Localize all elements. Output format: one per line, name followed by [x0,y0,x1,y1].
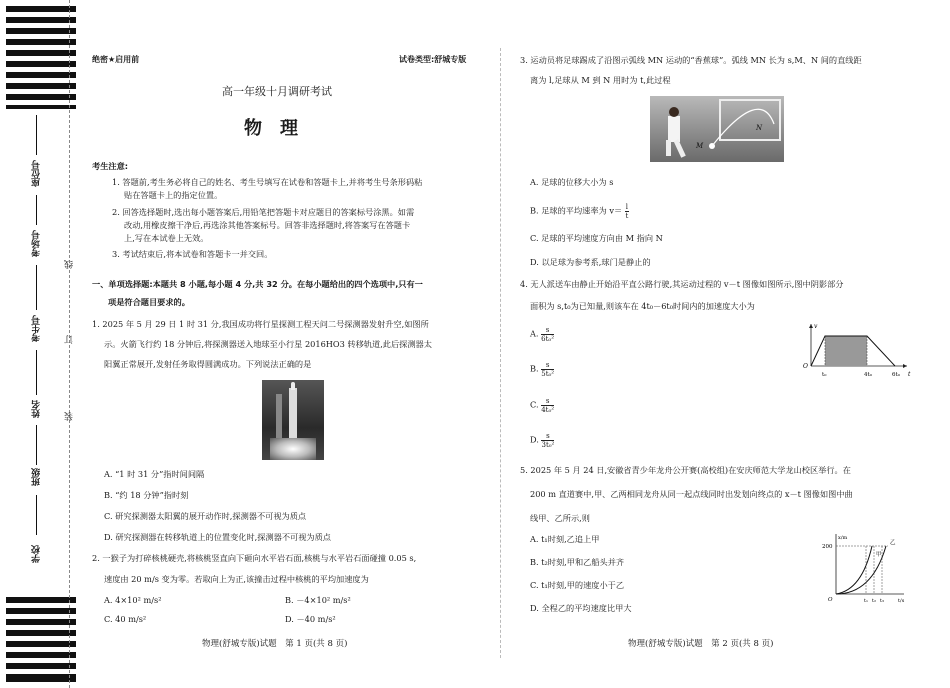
q5-option-d: D. 全程乙的平均速度比甲大 [530,603,632,613]
x-tick-label: t₂ [872,598,877,604]
q5-stem: 线甲、乙所示,则 [530,513,590,523]
x-tick-label: t₃ [880,598,885,604]
q2-stem: 2. 一猴子为打碎核桃硬壳,将核桃竖直向下砸向水平岩石面,核桃与水平岩石面碰撞 0.05 s, [92,553,417,563]
exam-no-label: 考生号 [32,315,42,342]
q3-fraction [625,203,629,220]
x-tick-label: t₀ [822,372,827,378]
frac-den: 6t₀² [541,335,555,343]
q1-stem: 阳翼正常展开,发射任务取得圆满成功。下列说法正确的是 [104,359,312,369]
x-axis-label: t/s [898,598,905,604]
x-tick-label: t₁ [864,598,869,604]
binding-stripes [0,0,78,688]
series-label-yi: 乙 [890,540,896,546]
football-photo [650,96,784,162]
q4-stem: 面积为 s,t₀为已知量,则该车在 4t₀－6t₀时间内的加速度大小为 [530,301,755,311]
y-axis-label: v [814,323,818,330]
section-heading: 一、单项选择题:本题共 8 小题,每小题 4 分,共 32 分。在每小题给出的四个选项中,只有一 [92,279,423,289]
q5-option-c: C. t₁时刻,甲的速度小于乙 [530,580,625,590]
notice-line: 改动,用橡皮擦干净后,再选涂其他答案标号。回答非选择题时,将答案写在答题卡 [124,220,411,230]
q2-option-b: B. －4×10² m/s² [285,595,351,605]
frac-den: 3t₀² [541,441,555,449]
q1-stem: 示。火箭飞行约 18 分钟后,将探测器送入地球至小行星 2016HO3 转移轨道,此后探测器太 [104,339,432,349]
series-label-jia: 甲 [876,552,882,558]
photo-label-n: N [756,124,763,132]
q1-option-b: B. “约 18 分钟”指时刻 [104,490,189,500]
exam-room-label: 考场号 [32,230,42,257]
q3-option-b [530,203,629,220]
q3-stem: 离为 l,足球从 M 到 N 用时为 t,此过程 [530,75,671,85]
q5-option-b: B. t₂时刻,甲和乙船头并齐 [530,557,625,567]
origin-label: O [828,597,833,603]
notice-line: 上,写在本试卷上无效。 [124,233,209,243]
x-tick-label: 4t₀ [864,372,872,378]
class-line [36,425,37,465]
class-label: 班级 [32,468,42,486]
footer-left: 物理(舒城专版)试题 第 1 页(共 8 页) [202,639,348,649]
notice-line: 贴在答题卡上的指定位置。 [124,190,223,200]
q4-option-b-frac [541,361,554,378]
frac-den: 5t₀² [541,370,555,378]
q3-option-b-text: B. 足球的平均速率为 v＝ [530,205,623,216]
y-tick-label: 200 [822,544,833,550]
q2-option-a: A. 4×10² m/s² [104,595,162,605]
q4-option-b-label: B. [530,363,539,374]
frac-num: s [541,432,554,441]
q4-option-a-frac [541,326,554,343]
notice-line: 1. 答题前,考生务必将自己的姓名、考生号填写在试卷和答题卡上,并将考生号条形码粘 [112,177,423,187]
q4-option-d [530,432,554,449]
q3-stem: 3. 运动员将足球踢成了沿图示弧线 MN 运动的“香蕉球”。弧线 MN 长为 s,M、N 间的直线距 [520,55,862,65]
y-axis-arrow [809,324,813,328]
frac-num: s [541,361,554,370]
name-line [36,350,37,395]
q1-option-d: D. 研究探测器在转移轨道上的位置变化时,探测器不可视为质点 [104,532,331,542]
notice-title: 考生注意: [92,161,129,171]
shaded-area [825,336,867,366]
section-heading-cont: 项是符合题目要求的。 [108,297,190,307]
bind-xian: 线 [65,260,75,269]
origin-label: O [803,363,808,370]
notice-line: 3. 考试结束后,将本试卷和答题卡一并交回。 [112,249,273,259]
q4-option-d-label: D. [530,434,539,445]
x-axis-arrow [903,364,907,368]
q4-option-a-label: A. [530,328,539,339]
q3-frac-num: l [625,203,628,211]
q4-option-a [530,326,554,343]
q4-option-b [530,361,554,378]
q5-stem: 5. 2025 年 5 月 24 日,安徽省青少年龙舟公开赛(高校组)在安庆师范大学龙山校区举行。在 [520,465,851,475]
curve-jia [836,546,872,594]
q2-stem: 速度由 20 m/s 变为零。若取向上为正,该撞击过程中核桃的平均加速度为 [104,574,369,584]
q3-option-a: A. 足球的位移大小为 s [530,177,614,187]
bind-zhuang: 装 [65,412,75,421]
q4-option-d-frac [541,432,554,449]
x-axis-label: t [908,371,911,378]
photo-label-m: M [696,142,704,150]
y-axis-label: x/m [838,535,848,541]
secret-label: 绝密★启用前 [92,55,140,64]
vt-chart [795,320,915,378]
page-divider [500,48,502,658]
frac-num: s [541,397,554,406]
name-label: 姓名 [32,400,42,418]
room-line [36,195,37,225]
school-line [36,495,37,535]
binding-dashed-line [69,0,71,688]
x-tick-label: 6t₀ [892,372,900,378]
school-label: 学校 [32,545,42,563]
exam-title: 高一年级十月调研考试 [222,85,332,98]
q1-stem: 1. 2025 年 5 月 29 日 1 时 31 分,我国成功将行星探测工程天问二号探测器发射升空,如图所 [92,319,429,329]
q4-option-c-frac [541,397,554,414]
q5-stem: 200 m 直道赛中,甲、乙两相同龙舟从同一起点线同时出发划向终点的 x－t 图像如图中曲 [530,489,853,499]
subject-title: 物 理 [244,118,298,139]
seat-label: 座位号 [32,160,42,187]
q3-option-d: D. 以足球为参考系,球门是静止的 [530,257,651,267]
frac-den: 4t₀² [541,406,555,414]
xt-chart [822,530,908,606]
q1-option-a: A. “1 时 31 分”指时间间隔 [104,469,205,479]
bind-ding: 订 [65,335,75,344]
frac-num: s [541,326,554,335]
footer-right: 物理(舒城专版)试题 第 2 页(共 8 页) [628,639,774,649]
q4-stem: 4. 无人派送车由静止开始沿平直公路行驶,其运动过程的 v－t 图像如图所示,图中阴影部分 [520,279,844,289]
seat-line [36,115,37,155]
paper-type: 试卷类型:舒城专版 [399,55,467,64]
q3-frac-den: t [625,212,629,220]
exam-no-line [36,265,37,310]
q4-option-c [530,397,554,414]
q2-option-c: C. 40 m/s² [104,614,147,624]
q2-option-d: D. －40 m/s² [285,614,336,624]
rocket-photo [262,380,324,460]
notice-line: 2. 回答选择题时,选出每小题答案后,用铅笔把答题卡对应题目的答案标号涂黑。如需 [112,207,415,217]
q5-option-a: A. t₁时刻,乙追上甲 [530,534,600,544]
q1-option-c: C. 研究探测器太阳翼的展开动作时,探测器不可视为质点 [104,511,307,521]
q3-option-c: C. 足球的平均速度方向由 M 指向 N [530,233,663,243]
q4-option-c-label: C. [530,399,539,410]
